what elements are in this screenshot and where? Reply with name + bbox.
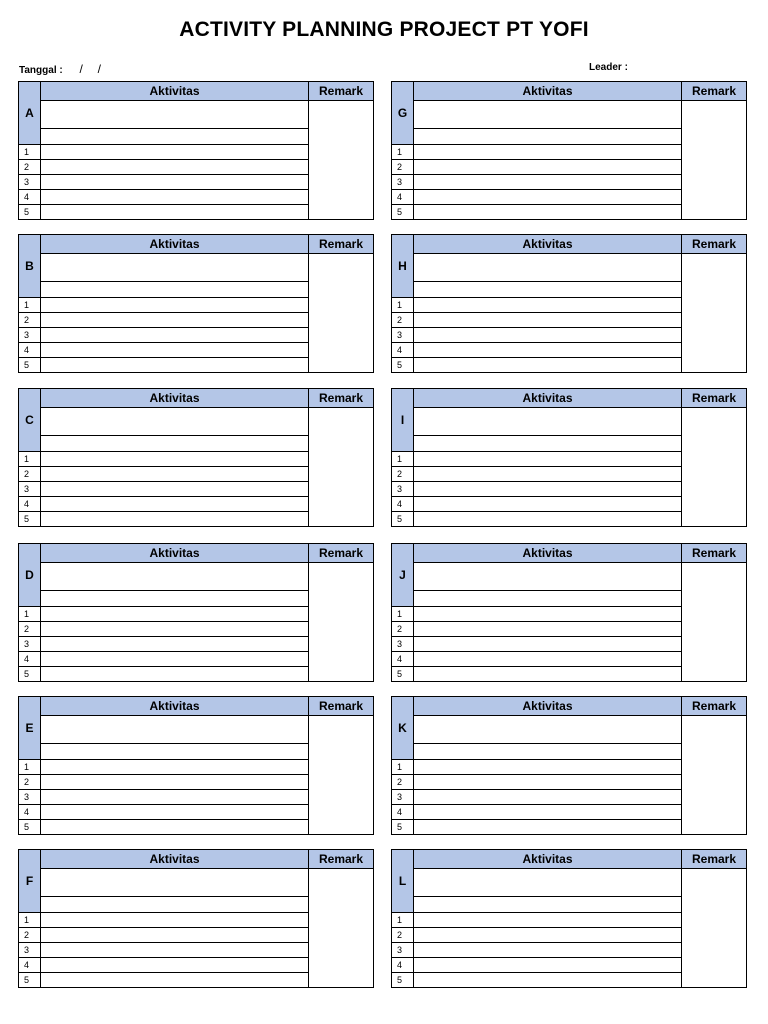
activity-cell[interactable] <box>41 452 309 466</box>
activity-row <box>392 467 682 482</box>
activity-block-a <box>18 81 374 220</box>
activity-title-cell[interactable] <box>41 563 309 591</box>
activity-cell[interactable] <box>414 958 682 972</box>
activity-row <box>19 160 309 175</box>
remark-cell[interactable] <box>682 869 746 987</box>
date-field <box>19 62 101 76</box>
activity-cell[interactable] <box>41 467 309 481</box>
remark-cell[interactable] <box>309 408 373 526</box>
activity-row <box>19 775 309 790</box>
row-number: 2 <box>392 313 414 327</box>
activity-cell[interactable] <box>414 820 682 835</box>
activity-row <box>392 820 682 835</box>
activity-subtitle-cell[interactable] <box>414 591 682 607</box>
date-label: Tanggal : <box>19 65 63 76</box>
activity-subtitle-cell[interactable] <box>414 897 682 913</box>
column-header-remark: Remark <box>682 544 746 563</box>
activity-row <box>392 512 682 527</box>
column-header-remark: Remark <box>682 389 746 408</box>
row-number: 3 <box>19 328 41 342</box>
row-number: 3 <box>392 790 414 804</box>
activity-cell[interactable] <box>414 298 682 312</box>
activity-row <box>392 145 682 160</box>
row-number: 5 <box>19 667 41 682</box>
activity-row <box>392 760 682 775</box>
block-letter: E <box>19 697 41 760</box>
row-number: 4 <box>392 343 414 357</box>
activity-block-j <box>391 543 747 682</box>
activity-subtitle-cell[interactable] <box>41 744 309 760</box>
activity-cell[interactable] <box>41 497 309 511</box>
row-number: 4 <box>19 958 41 972</box>
activity-subtitle-cell[interactable] <box>41 282 309 298</box>
row-number: 1 <box>392 452 414 466</box>
row-number: 1 <box>392 607 414 621</box>
remark-cell[interactable] <box>682 254 746 372</box>
remark-cell[interactable] <box>682 408 746 526</box>
row-number: 5 <box>19 205 41 220</box>
row-number: 3 <box>19 482 41 496</box>
activity-row <box>19 943 309 958</box>
column-header-activity: Aktivitas <box>41 82 309 101</box>
block-letter: F <box>19 850 41 913</box>
remark-cell[interactable] <box>682 716 746 834</box>
row-number: 4 <box>19 190 41 204</box>
activity-row <box>392 497 682 512</box>
activity-row <box>19 343 309 358</box>
activity-row <box>19 452 309 467</box>
activity-cell[interactable] <box>41 973 309 988</box>
remark-cell[interactable] <box>309 254 373 372</box>
block-letter: K <box>392 697 414 760</box>
activity-row <box>19 820 309 835</box>
block-letter: A <box>19 82 41 145</box>
row-number: 5 <box>392 973 414 988</box>
block-letter: H <box>392 235 414 298</box>
row-number: 3 <box>19 175 41 189</box>
row-number: 4 <box>19 652 41 666</box>
activity-subtitle-cell[interactable] <box>414 129 682 145</box>
activity-row <box>19 790 309 805</box>
activity-title-cell[interactable] <box>41 254 309 282</box>
column-header-remark: Remark <box>682 697 746 716</box>
activity-title-cell[interactable] <box>414 563 682 591</box>
activity-cell[interactable] <box>414 175 682 189</box>
row-number: 2 <box>19 622 41 636</box>
activity-row <box>19 973 309 988</box>
activity-cell[interactable] <box>41 928 309 942</box>
activity-title-cell[interactable] <box>414 869 682 897</box>
row-number: 5 <box>392 205 414 220</box>
activity-row <box>19 622 309 637</box>
activity-title-cell[interactable] <box>414 254 682 282</box>
column-header-remark: Remark <box>309 389 373 408</box>
date-separator: / <box>97 62 101 76</box>
activity-cell[interactable] <box>414 973 682 988</box>
activity-row <box>392 637 682 652</box>
page-title: ACTIVITY PLANNING PROJECT PT YOFI <box>179 18 589 41</box>
activity-cell[interactable] <box>41 512 309 527</box>
activity-cell[interactable] <box>414 160 682 174</box>
row-number: 5 <box>392 667 414 682</box>
activity-cell[interactable] <box>41 482 309 496</box>
activity-cell[interactable] <box>414 667 682 682</box>
activity-row <box>19 607 309 622</box>
activity-block-b <box>18 234 374 373</box>
column-header-remark: Remark <box>682 850 746 869</box>
activity-row <box>392 622 682 637</box>
row-number: 2 <box>392 622 414 636</box>
activity-cell[interactable] <box>414 913 682 927</box>
activity-cell[interactable] <box>41 943 309 957</box>
leader-label: Leader : <box>589 62 628 73</box>
activity-cell[interactable] <box>414 313 682 327</box>
row-number: 3 <box>19 637 41 651</box>
row-number: 1 <box>19 760 41 774</box>
leader-field <box>589 62 628 73</box>
block-letter: L <box>392 850 414 913</box>
activity-subtitle-cell[interactable] <box>41 436 309 452</box>
row-number: 1 <box>392 298 414 312</box>
activity-row <box>392 775 682 790</box>
remark-cell[interactable] <box>682 101 746 219</box>
row-number: 2 <box>19 160 41 174</box>
row-number: 4 <box>392 805 414 819</box>
row-number: 3 <box>392 482 414 496</box>
remark-cell[interactable] <box>682 563 746 681</box>
row-number: 3 <box>392 637 414 651</box>
activity-title-cell[interactable] <box>41 408 309 436</box>
column-header-remark: Remark <box>682 235 746 254</box>
activity-cell[interactable] <box>414 775 682 789</box>
activity-cell[interactable] <box>41 313 309 327</box>
activity-row <box>19 205 309 220</box>
activity-subtitle-cell[interactable] <box>41 897 309 913</box>
activity-subtitle-cell[interactable] <box>414 282 682 298</box>
activity-cell[interactable] <box>414 328 682 342</box>
block-letter: C <box>19 389 41 452</box>
remark-cell[interactable] <box>309 563 373 681</box>
date-separator: / <box>79 62 83 76</box>
activity-cell[interactable] <box>41 298 309 312</box>
activity-cell[interactable] <box>414 637 682 651</box>
activity-row <box>392 928 682 943</box>
activity-row <box>392 667 682 682</box>
column-header-activity: Aktivitas <box>414 389 682 408</box>
row-number: 4 <box>392 958 414 972</box>
row-number: 1 <box>392 913 414 927</box>
block-letter: B <box>19 235 41 298</box>
activity-subtitle-cell[interactable] <box>414 436 682 452</box>
activity-block-d <box>18 543 374 682</box>
row-number: 4 <box>19 805 41 819</box>
activity-row <box>392 160 682 175</box>
activity-row <box>19 145 309 160</box>
activity-block-e <box>18 696 374 835</box>
row-number: 1 <box>19 913 41 927</box>
activity-cell[interactable] <box>41 145 309 159</box>
row-number: 4 <box>19 497 41 511</box>
activity-row <box>19 358 309 373</box>
activity-cell[interactable] <box>41 760 309 774</box>
activity-cell[interactable] <box>41 913 309 927</box>
activity-cell[interactable] <box>41 667 309 682</box>
activity-row <box>19 482 309 497</box>
activity-title-cell[interactable] <box>414 716 682 744</box>
column-header-remark: Remark <box>309 544 373 563</box>
column-header-remark: Remark <box>309 850 373 869</box>
remark-cell[interactable] <box>309 716 373 834</box>
activity-cell[interactable] <box>414 805 682 819</box>
row-number: 5 <box>19 512 41 527</box>
column-header-activity: Aktivitas <box>414 235 682 254</box>
row-number: 3 <box>19 790 41 804</box>
activity-block-k <box>391 696 747 835</box>
row-number: 5 <box>19 973 41 988</box>
activity-cell[interactable] <box>41 328 309 342</box>
activity-row <box>392 805 682 820</box>
row-number: 2 <box>19 775 41 789</box>
remark-cell[interactable] <box>309 869 373 987</box>
activity-row <box>19 958 309 973</box>
row-number: 5 <box>392 512 414 527</box>
activity-row <box>392 190 682 205</box>
row-number: 2 <box>19 928 41 942</box>
activity-subtitle-cell[interactable] <box>414 744 682 760</box>
row-number: 4 <box>392 497 414 511</box>
activity-cell[interactable] <box>414 928 682 942</box>
row-number: 2 <box>392 467 414 481</box>
column-header-remark: Remark <box>682 82 746 101</box>
activity-row <box>19 175 309 190</box>
column-header-activity: Aktivitas <box>41 235 309 254</box>
column-header-activity: Aktivitas <box>41 697 309 716</box>
activity-cell[interactable] <box>414 497 682 511</box>
row-number: 4 <box>392 652 414 666</box>
activity-cell[interactable] <box>41 622 309 636</box>
activity-row <box>19 928 309 943</box>
activity-cell[interactable] <box>41 652 309 666</box>
activity-row <box>392 973 682 988</box>
activity-cell[interactable] <box>41 805 309 819</box>
row-number: 3 <box>392 943 414 957</box>
activity-row <box>19 497 309 512</box>
activity-title-cell[interactable] <box>414 101 682 129</box>
block-letter: J <box>392 544 414 607</box>
activity-row <box>392 343 682 358</box>
column-header-remark: Remark <box>309 235 373 254</box>
row-number: 4 <box>19 343 41 357</box>
activity-cell[interactable] <box>414 452 682 466</box>
activity-cell[interactable] <box>41 607 309 621</box>
activity-row <box>19 652 309 667</box>
activity-cell[interactable] <box>414 467 682 481</box>
remark-cell[interactable] <box>309 101 373 219</box>
activity-row <box>392 298 682 313</box>
activity-cell[interactable] <box>414 205 682 220</box>
column-header-activity: Aktivitas <box>414 850 682 869</box>
activity-block-i <box>391 388 747 527</box>
row-number: 3 <box>392 175 414 189</box>
activity-row <box>19 637 309 652</box>
row-number: 5 <box>19 820 41 835</box>
activity-row <box>19 190 309 205</box>
row-number: 1 <box>19 452 41 466</box>
block-letter: I <box>392 389 414 452</box>
column-header-activity: Aktivitas <box>414 544 682 563</box>
row-number: 5 <box>19 358 41 373</box>
activity-cell[interactable] <box>41 637 309 651</box>
column-header-activity: Aktivitas <box>414 697 682 716</box>
activity-cell[interactable] <box>41 358 309 373</box>
row-number: 5 <box>392 820 414 835</box>
activity-cell[interactable] <box>414 607 682 621</box>
activity-row <box>19 328 309 343</box>
row-number: 2 <box>392 928 414 942</box>
block-letter: G <box>392 82 414 145</box>
activity-cell[interactable] <box>414 190 682 204</box>
activity-cell[interactable] <box>41 205 309 220</box>
activity-row <box>19 667 309 682</box>
activity-row <box>392 913 682 928</box>
activity-cell[interactable] <box>414 652 682 666</box>
activity-cell[interactable] <box>414 512 682 527</box>
activity-row <box>392 943 682 958</box>
activity-row <box>392 452 682 467</box>
activity-row <box>19 313 309 328</box>
column-header-remark: Remark <box>309 697 373 716</box>
activity-row <box>392 652 682 667</box>
activity-cell[interactable] <box>414 790 682 804</box>
activity-cell[interactable] <box>41 820 309 835</box>
activity-cell[interactable] <box>41 775 309 789</box>
activity-cell[interactable] <box>414 343 682 357</box>
activity-row <box>19 913 309 928</box>
block-letter: D <box>19 544 41 607</box>
row-number: 1 <box>392 760 414 774</box>
activity-row <box>19 805 309 820</box>
activity-row <box>392 313 682 328</box>
activity-row <box>19 298 309 313</box>
activity-row <box>19 760 309 775</box>
activity-cell[interactable] <box>414 482 682 496</box>
activity-subtitle-cell[interactable] <box>41 591 309 607</box>
activity-row <box>392 175 682 190</box>
activity-row <box>19 467 309 482</box>
activity-row <box>392 607 682 622</box>
activity-block-c <box>18 388 374 527</box>
row-number: 1 <box>19 145 41 159</box>
activity-row <box>392 205 682 220</box>
activity-title-cell[interactable] <box>414 408 682 436</box>
row-number: 2 <box>19 467 41 481</box>
activity-cell[interactable] <box>414 622 682 636</box>
activity-cell[interactable] <box>414 145 682 159</box>
activity-title-cell[interactable] <box>41 716 309 744</box>
activity-cell[interactable] <box>414 760 682 774</box>
activity-block-h <box>391 234 747 373</box>
column-header-activity: Aktivitas <box>41 850 309 869</box>
activity-cell[interactable] <box>41 190 309 204</box>
row-number: 3 <box>392 328 414 342</box>
column-header-activity: Aktivitas <box>41 389 309 408</box>
activity-row <box>392 790 682 805</box>
activity-block-l <box>391 849 747 988</box>
column-header-remark: Remark <box>309 82 373 101</box>
row-number: 5 <box>392 358 414 373</box>
activity-cell[interactable] <box>414 943 682 957</box>
activity-cell[interactable] <box>414 358 682 373</box>
activity-row <box>19 512 309 527</box>
activity-cell[interactable] <box>41 958 309 972</box>
activity-cell[interactable] <box>41 175 309 189</box>
column-header-activity: Aktivitas <box>414 82 682 101</box>
activity-row <box>392 328 682 343</box>
row-number: 1 <box>392 145 414 159</box>
activity-cell[interactable] <box>41 160 309 174</box>
row-number: 2 <box>19 313 41 327</box>
column-header-activity: Aktivitas <box>41 544 309 563</box>
activity-row <box>392 958 682 973</box>
activity-row <box>392 358 682 373</box>
activity-title-cell[interactable] <box>41 869 309 897</box>
row-number: 2 <box>392 160 414 174</box>
row-number: 1 <box>19 298 41 312</box>
activity-subtitle-cell[interactable] <box>41 129 309 145</box>
activity-cell[interactable] <box>41 343 309 357</box>
activity-row <box>392 482 682 497</box>
row-number: 1 <box>19 607 41 621</box>
activity-block-g <box>391 81 747 220</box>
row-number: 3 <box>19 943 41 957</box>
activity-cell[interactable] <box>41 790 309 804</box>
row-number: 4 <box>392 190 414 204</box>
row-number: 2 <box>392 775 414 789</box>
activity-block-f <box>18 849 374 988</box>
activity-title-cell[interactable] <box>41 101 309 129</box>
